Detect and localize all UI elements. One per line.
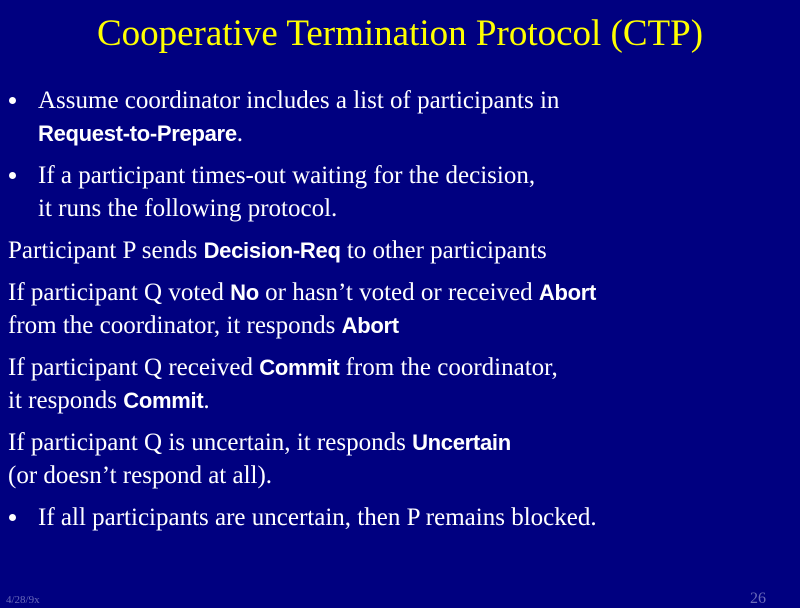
item-text: . — [236, 120, 244, 147]
item-line — [38, 84, 800, 117]
item-line — [38, 159, 800, 192]
bullet-icon — [9, 97, 16, 104]
item-line — [8, 426, 800, 459]
item-text: from the coordinator, — [339, 354, 558, 381]
item-line — [8, 459, 800, 492]
item-text: . — [203, 387, 210, 414]
keyword: Uncertain — [412, 430, 511, 455]
keyword: Abort — [341, 313, 399, 338]
item-text: If participant Q received — [8, 354, 260, 381]
item-text: If all participants are uncertain, then P remains blocked. — [38, 504, 597, 531]
item-line — [8, 234, 800, 267]
keyword: No — [230, 280, 259, 305]
item-line — [8, 351, 800, 384]
numbered-item — [0, 426, 800, 492]
numbered-item — [0, 234, 800, 267]
bullet-item — [0, 501, 800, 534]
bullet-icon — [9, 172, 16, 179]
item-text: from the coordinator, it responds — [8, 312, 342, 339]
item-text: to other participants — [340, 237, 547, 264]
keyword: Commit — [259, 355, 340, 380]
keyword: Decision-Req — [203, 238, 341, 263]
item-text: If participant Q is uncertain, it responds — [8, 429, 413, 456]
item-line — [8, 309, 800, 342]
keyword: Abort — [538, 280, 597, 305]
numbered-item — [0, 276, 800, 342]
item-text: If participant Q voted — [8, 279, 231, 306]
keyword: Commit — [123, 388, 204, 413]
keyword: Request-to-Prepare — [38, 121, 237, 146]
item-line — [38, 501, 800, 534]
item-text: If a participant times-out waiting for the decision, — [38, 162, 536, 189]
footer-date: 4/28/9x — [6, 594, 40, 606]
item-text: it responds — [8, 387, 124, 414]
item-text: Participant P sends — [8, 237, 204, 264]
item-text: Assume coordinator includes a list of participants in — [38, 87, 560, 114]
numbered-item — [0, 351, 800, 417]
bullet-icon — [9, 514, 16, 521]
slide-title: Cooperative Termination Protocol (CTP) — [96, 13, 704, 54]
item-text: or hasn’t voted or received — [258, 279, 539, 306]
bullet-item — [0, 159, 800, 225]
item-line — [38, 117, 800, 150]
page-number: 26 — [750, 590, 766, 607]
bullet-item — [0, 84, 800, 150]
item-text: it runs the following protocol. — [38, 195, 338, 222]
item-line — [38, 192, 800, 225]
item-text: (or doesn’t respond at all). — [8, 462, 273, 489]
item-line — [8, 276, 800, 309]
slide-body — [0, 84, 800, 543]
item-line — [8, 384, 800, 417]
